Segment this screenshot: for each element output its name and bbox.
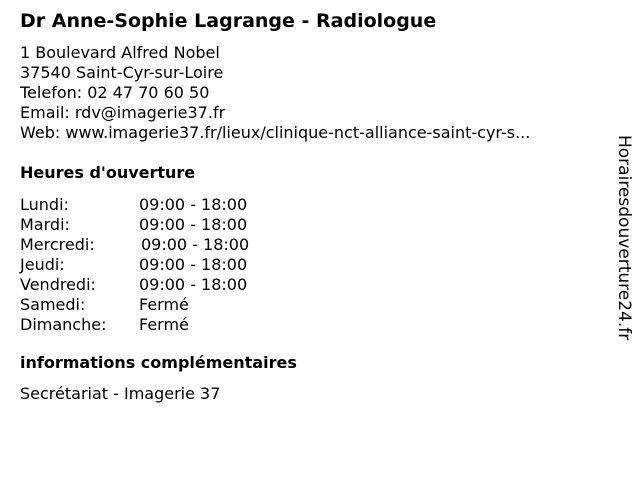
web-line: Web: www.imagerie37.fr/lieux/clinique-nct-alliance-saint-cyr-s... (20, 123, 531, 142)
hours-row-wednesday (20, 235, 320, 255)
day-label: Mardi: (20, 215, 70, 234)
day-label: Jeudi: (20, 255, 65, 274)
street-line: 1 Boulevard Alfred Nobel (20, 43, 220, 62)
hours-row-friday (20, 275, 320, 295)
hours-heading: Heures d'ouverture (20, 163, 196, 182)
time-value: 09:00 - 18:00 (139, 195, 248, 214)
time-value: 09:00 - 18:00 (139, 215, 248, 234)
info-text: Secrétariat - Imagerie 37 (20, 384, 221, 403)
phone-line: Telefon: 02 47 70 60 50 (20, 83, 210, 102)
info-heading: informations complémentaires (20, 353, 297, 372)
address-block (20, 43, 530, 143)
time-value: 09:00 - 18:00 (139, 255, 248, 274)
time-value: 09:00 - 18:00 (141, 235, 250, 254)
day-label: Dimanche: (20, 315, 107, 334)
hours-row-thursday (20, 255, 320, 275)
page-title: Dr Anne-Sophie Lagrange - Radiologue (20, 10, 437, 32)
hours-row-sunday (20, 315, 320, 335)
hours-table (20, 195, 320, 335)
hours-row-tuesday (20, 215, 320, 235)
time-value: Fermé (139, 295, 189, 314)
email-line: Email: rdv@imagerie37.fr (20, 103, 226, 122)
time-value: Fermé (139, 315, 189, 334)
hours-row-monday (20, 195, 320, 215)
day-label: Vendredi: (20, 275, 96, 294)
time-value: 09:00 - 18:00 (139, 275, 248, 294)
day-label: Samedi: (20, 295, 86, 314)
brand-watermark: Horairesdouverture24.fr (614, 135, 634, 341)
day-label: Mercredi: (20, 235, 95, 254)
city-line: 37540 Saint-Cyr-sur-Loire (20, 63, 224, 82)
hours-row-saturday (20, 295, 320, 315)
day-label: Lundi: (20, 195, 69, 214)
